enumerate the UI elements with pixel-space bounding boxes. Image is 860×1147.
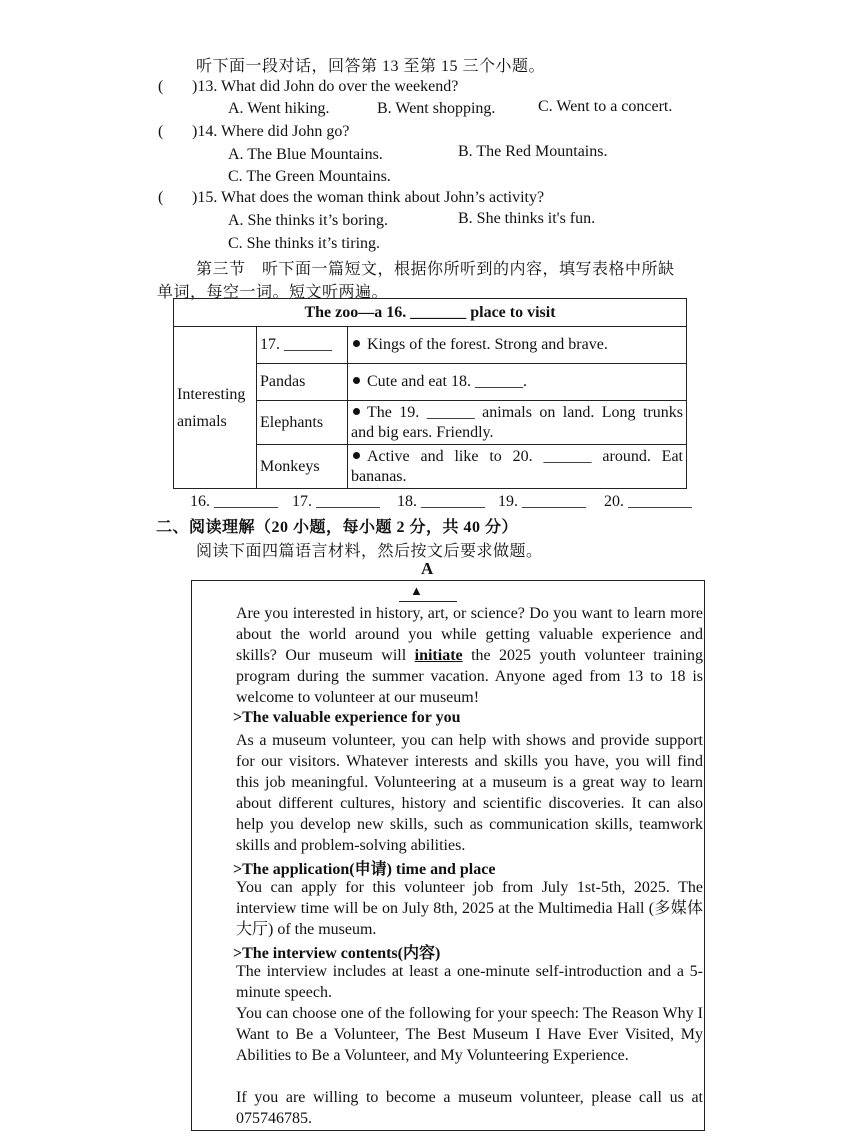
question-14-stem: )14. Where did John go? bbox=[192, 123, 350, 140]
keyword-initiate: initiate bbox=[414, 647, 463, 664]
answer-blank-17: 17. ________ bbox=[292, 493, 380, 510]
paragraph-5-text: You can choose one of the following for your speech: The Reason Why I Want to Be a Volunteer, The Best Museum I Have Ever Visited, My Abilities to Be a Volunteer, and My Volunteering Experience. bbox=[236, 1005, 703, 1064]
paragraph-6-text: If you are willing to become a museum volunteer, please call us at 075746785. bbox=[236, 1089, 703, 1127]
paragraph-4-text: The interview includes at least a one-minute self-introduction and a 5-minute speech. bbox=[236, 963, 703, 1001]
row-label-line1: Interesting bbox=[177, 385, 246, 403]
bullet-icon bbox=[353, 408, 360, 415]
bullet-icon bbox=[353, 377, 360, 384]
paragraph-1-text-a: Are you interested in history, art, or science? Do you want to learn more about the world around you while getting valuable experience and skills? Our museum will bbox=[236, 605, 703, 664]
description-cell bbox=[348, 401, 687, 445]
answer-paren: ( bbox=[158, 189, 164, 206]
section-3-instruction-line1: 第三节 听下面一篇短文，根据你所听到的内容，填写表格中所缺 bbox=[196, 261, 675, 278]
row-label-line2: animals bbox=[177, 412, 227, 430]
zoo-table bbox=[173, 298, 687, 489]
question-14-option-a: A. The Blue Mountains. bbox=[228, 146, 383, 163]
description-text: Cute and eat 18. ______. bbox=[367, 373, 527, 390]
bullet-icon bbox=[353, 452, 360, 459]
paragraph-3-text: You can apply for this volunteer job from July 1st-5th, 2025. The interview time will be on July 8th, 2025 at the Multimedia Hall (多媒体大厅) of the museum. bbox=[236, 879, 703, 938]
answer-blank-16: 16. ________ bbox=[190, 493, 278, 510]
paragraph-6 bbox=[195, 1087, 703, 1129]
question-14-option-b: B. The Red Mountains. bbox=[458, 143, 608, 160]
passage-label: A bbox=[421, 559, 434, 578]
title-placeholder-triangle-icon: ▲ bbox=[410, 583, 423, 598]
answer-paren: ( bbox=[158, 123, 164, 140]
question-13-stem: )13. What did John do over the weekend? bbox=[192, 78, 459, 95]
listening-instruction: 听下面一段对话，回答第 13 至第 15 三个小题。 bbox=[196, 58, 546, 75]
animal-cell: Elephants bbox=[257, 401, 348, 445]
description-cell bbox=[348, 364, 687, 401]
description-cell bbox=[348, 327, 687, 364]
title-blank-line bbox=[399, 601, 457, 602]
animal-cell: 17. ______ bbox=[257, 327, 348, 364]
question-15-stem: )15. What does the woman think about John’s activity? bbox=[192, 189, 545, 206]
passage-a-box bbox=[191, 580, 705, 1131]
table-header: The zoo—a 16. _______ place to visit bbox=[174, 299, 687, 327]
answer-blank-20: 20. ________ bbox=[604, 493, 692, 510]
paragraph-2 bbox=[195, 730, 703, 856]
question-13-option-b: B. Went shopping. bbox=[377, 100, 496, 117]
description-text: The 19. ______ animals on land. Long trunks and big ears. Friendly. bbox=[351, 403, 683, 441]
heading-valuable-experience: >The valuable experience for you bbox=[233, 709, 461, 726]
paragraph-1 bbox=[195, 603, 703, 708]
paragraph-4 bbox=[195, 961, 703, 1003]
answer-blank-19: 19. ________ bbox=[498, 493, 586, 510]
reading-instruction: 阅读下面四篇语言材料，然后按文后要求做题。 bbox=[196, 543, 543, 560]
paragraph-3 bbox=[195, 877, 703, 940]
paragraph-1-text-b: the 2025 youth volunteer training program during the summer vacation. Anyone aged from 13 to 18 is welcome to volunteer at our museum! bbox=[236, 647, 703, 706]
description-text: Kings of the forest. Strong and brave. bbox=[367, 336, 608, 353]
row-label bbox=[174, 327, 257, 489]
question-13-option-c: C. Went to a concert. bbox=[538, 98, 673, 115]
question-15-option-c: C. She thinks it’s tiring. bbox=[228, 235, 381, 252]
answer-paren: ( bbox=[158, 78, 164, 95]
question-15-option-a: A. She thinks it’s boring. bbox=[228, 212, 389, 229]
reading-section-title: 二、阅读理解（20 小题，每小题 2 分，共 40 分） bbox=[156, 519, 519, 536]
animal-cell: Pandas bbox=[257, 364, 348, 401]
paragraph-2-text: As a museum volunteer, you can help with shows and provide support for our visitors. Whatever interests and skills you have, you will find this job meaningful. Volunteering at a museum is a great way to learn about different cultures, history and scientific discoveries. It can also help you develop new skills, such as communication skills, teamwork skills and problem-solving abilities. bbox=[236, 732, 703, 854]
question-13-option-a: A. Went hiking. bbox=[228, 100, 330, 117]
description-text: Active and like to 20. ______ around. Eat bananas. bbox=[351, 447, 683, 485]
answer-blank-18: 18. ________ bbox=[397, 493, 485, 510]
description-cell bbox=[348, 445, 687, 489]
question-14-option-c: C. The Green Mountains. bbox=[228, 168, 391, 185]
heading-interview-contents: >The interview contents(内容) bbox=[233, 945, 441, 962]
bullet-icon bbox=[353, 340, 360, 347]
animal-cell: Monkeys bbox=[257, 445, 348, 489]
section-3-instruction-line2: 单词，每空一词。短文听两遍。 bbox=[157, 284, 389, 301]
heading-application: >The application(申请) time and place bbox=[233, 861, 496, 878]
paragraph-5 bbox=[195, 1003, 703, 1066]
question-15-option-b: B. She thinks it's fun. bbox=[458, 210, 596, 227]
